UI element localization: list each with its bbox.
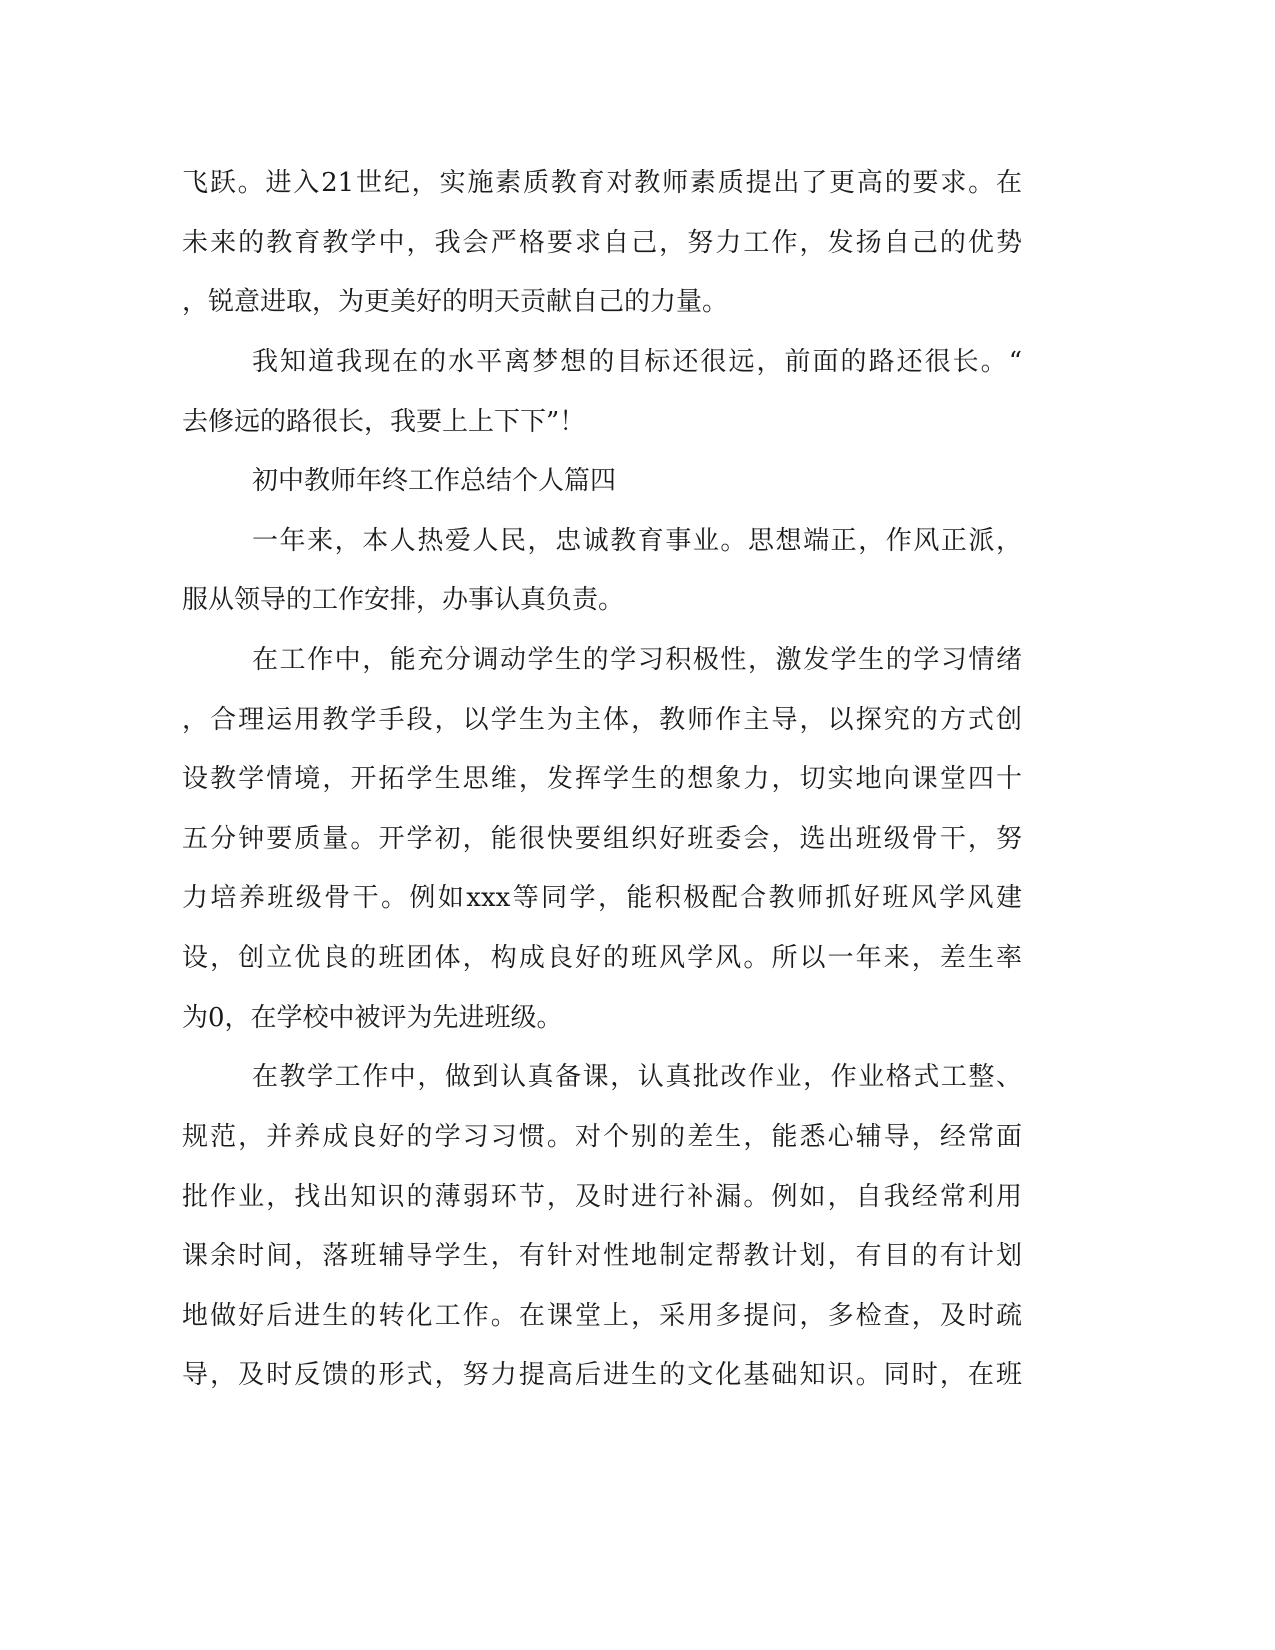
text-line: 未来的教育教学中，我会严格要求自己，努力工作，发扬自己的优势	[182, 228, 1022, 258]
text-line: 规范，并养成良好的学习习惯。对个别的差生，能悉心辅导，经常面	[182, 1122, 1022, 1152]
paragraph-line	[0, 282, 1275, 322]
paragraph-line	[0, 998, 1275, 1038]
paragraph-line	[0, 521, 1275, 561]
text-line: 力培养班级骨干。例如xxx等同学，能积极配合教师抓好班风学风建	[182, 883, 1022, 913]
paragraph-line	[0, 938, 1275, 978]
paragraph-line	[0, 1057, 1275, 1097]
paragraph-line	[0, 1117, 1275, 1157]
text-line: ，锐意进取，为更美好的明天贡献自己的力量。	[182, 287, 729, 317]
paragraph-line	[0, 580, 1275, 620]
section-heading-text: 初中教师年终工作总结个人篇四	[252, 466, 617, 496]
text-line: 地做好后进生的转化工作。在课堂上，采用多提问，多检查，及时疏	[182, 1301, 1022, 1331]
paragraph-line	[0, 402, 1275, 442]
paragraph-line	[0, 640, 1275, 680]
text-line: 课余时间，落班辅导学生，有针对性地制定帮教计划，有目的有计划	[182, 1241, 1022, 1271]
text-line: 服从领导的工作安排，办事认真负责。	[182, 585, 625, 615]
paragraph-line	[0, 1177, 1275, 1217]
paragraph-line	[0, 1355, 1275, 1395]
paragraph-line	[0, 819, 1275, 859]
text-line: 导，及时反馈的形式，努力提高后进生的文化基础知识。同时，在班	[182, 1360, 1022, 1390]
text-line: 五分钟要质量。开学初，能很快要组织好班委会，选出班级骨干，努	[182, 824, 1022, 854]
text-line: 我知道我现在的水平离梦想的目标还很远，前面的路还很长。“	[252, 347, 1022, 377]
text-line: 去修远的路很长，我要上上下下”！	[182, 407, 586, 437]
paragraph-line	[0, 700, 1275, 740]
text-line: 在教学工作中，做到认真备课，认真批改作业，作业格式工整、	[252, 1062, 1022, 1092]
text-line: 在工作中，能充分调动学生的学习积极性，激发学生的学习情绪	[252, 645, 1022, 675]
text-line: 为0，在学校中被评为先进班级。	[182, 1003, 563, 1033]
text-line: 设，创立优良的班团体，构成良好的班风学风。所以一年来，差生率	[182, 943, 1022, 973]
section-heading	[0, 461, 1275, 501]
paragraph-line	[0, 223, 1275, 263]
text-line: 飞跃。进入21世纪，实施素质教育对教师素质提出了更高的要求。在	[182, 168, 1022, 198]
paragraph-line	[0, 163, 1275, 203]
text-line: 一年来，本人热爱人民，忠诚教育事业。思想端正，作风正派，	[252, 526, 1022, 556]
text-line: 批作业，找出知识的薄弱环节，及时进行补漏。例如，自我经常利用	[182, 1182, 1022, 1212]
text-line: 设教学情境，开拓学生思维，发挥学生的想象力，切实地向课堂四十	[182, 764, 1022, 794]
paragraph-line	[0, 759, 1275, 799]
paragraph-line	[0, 878, 1275, 918]
paragraph-line	[0, 342, 1275, 382]
paragraph-line	[0, 1236, 1275, 1276]
paragraph-line	[0, 1296, 1275, 1336]
text-line: ，合理运用教学手段，以学生为主体，教师作主导，以探究的方式创	[182, 705, 1022, 735]
